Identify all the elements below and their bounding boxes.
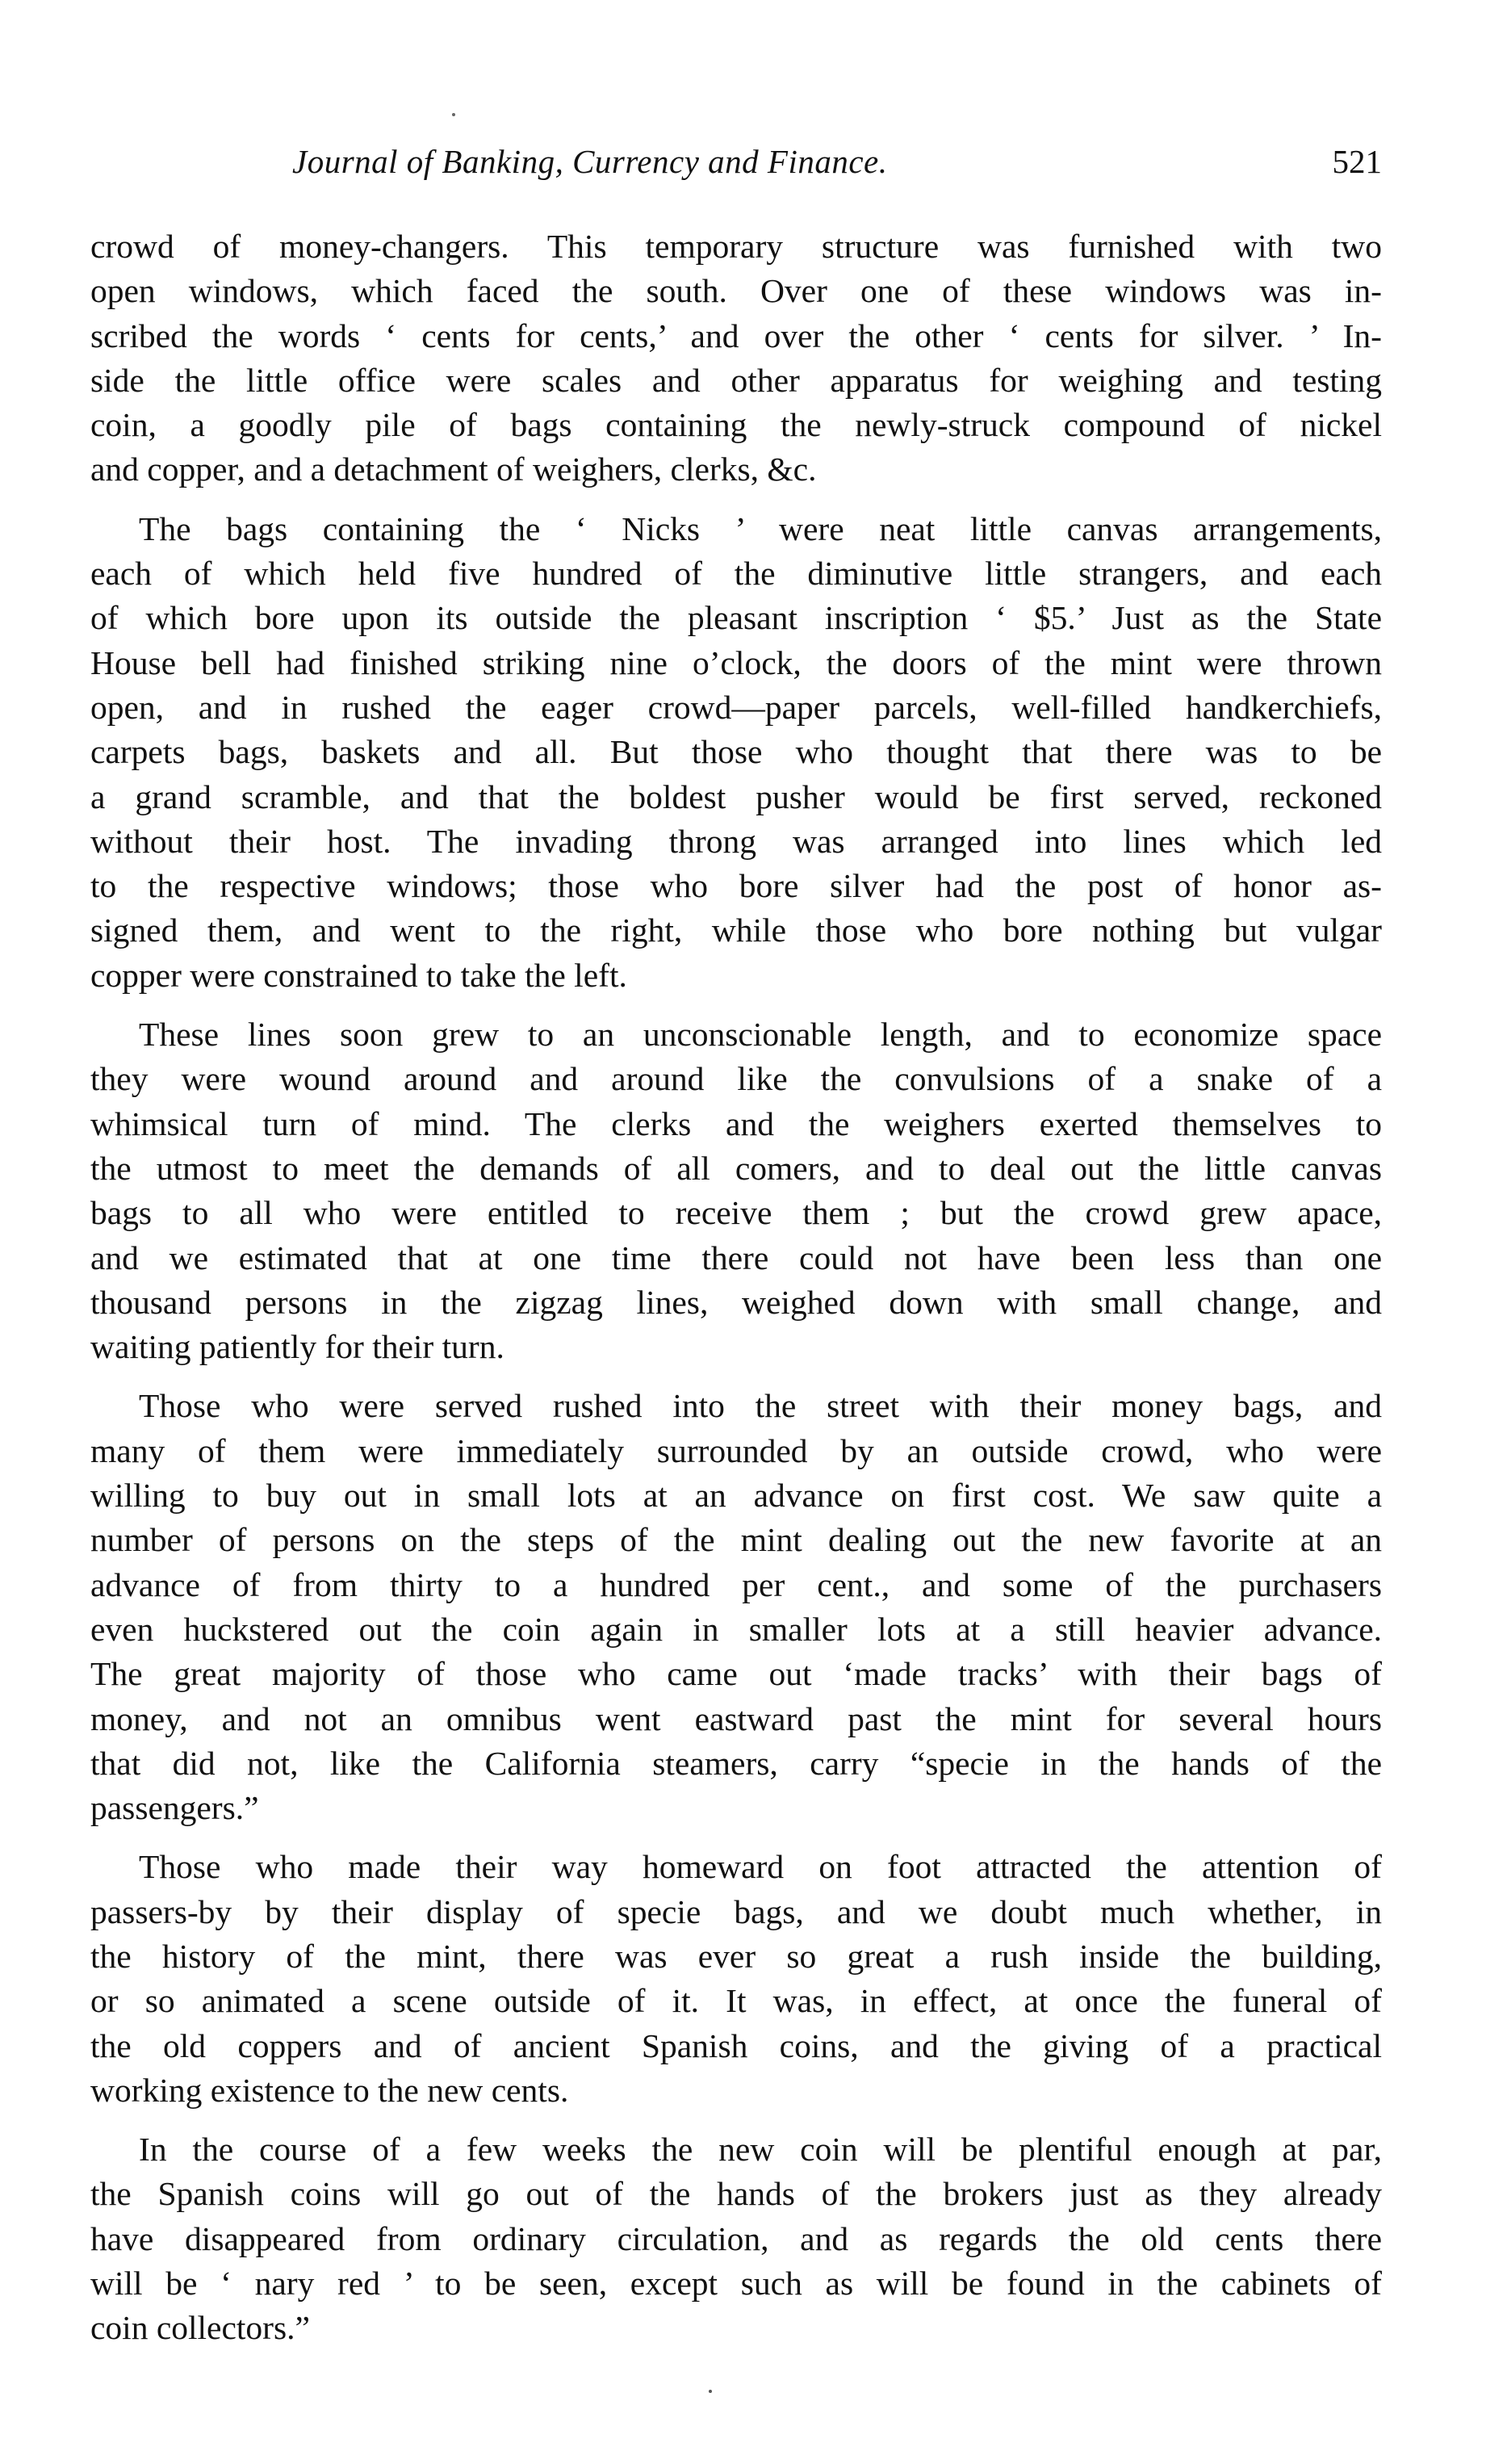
text-line: the old coppers and of ancient Spanish coins, and the giving of a practical [90,2026,1382,2064]
text-line: willing to buy out in small lots at an advance on first cost. We saw quite a [90,1477,1382,1515]
text-line: coin collectors.” [90,2309,310,2347]
text-line: thousand persons in the zigzag lines, weighed down with small change, and [90,1283,1382,1321]
text-line: many of them were immediately surrounded by an outside crowd, who were [90,1431,1382,1469]
text-line: of which bore upon its outside the pleasant inscription ‘ $5.’ Just as the State [90,599,1382,637]
text-line: These lines soon grew to an unconscionable length, and to economize space [139,1016,1382,1054]
text-line: crowd of money-changers. This temporary structure was furnished with two [90,228,1382,265]
text-line: copper were constrained to take the left. [90,956,627,994]
paragraph-5 [90,1845,1382,2113]
text-line: will be ‘ nary red ’ to be seen, except such as will be found in the cabinets of [90,2265,1382,2303]
text-line: they were wound around and around like the convulsions of a snake of a [90,1060,1382,1098]
text-line: open, and in rushed the eager crowd—paper parcels, well-filled handkerchiefs, [90,688,1382,726]
text-line: open windows, which faced the south. Over one of these windows was in- [90,272,1382,310]
text-line: even huckstered out the coin again in smaller lots at a still heavier advance. [90,1610,1382,1648]
running-title: Journal of Banking, Currency and Finance. [292,143,888,180]
text-line: Those who made their way homeward on foot attracted the attention of [139,1848,1382,1886]
paragraph-3 [90,1012,1382,1369]
text-line: the history of the mint, there was ever so great a rush inside the building, [90,1937,1382,1975]
text-line: whimsical turn of mind. The clerks and the weighers exerted themselves to [90,1104,1382,1142]
paragraph-6 [90,2127,1382,2350]
text-line: without their host. The invading throng was arranged into lines which led [90,822,1382,860]
paragraph-2 [90,507,1382,998]
text-line: have disappeared from ordinary circulation, and as regards the old cents there [90,2219,1382,2257]
text-line: the Spanish coins will go out of the hands of the brokers just as they already [90,2175,1382,2213]
text-line: Those who were served rushed into the street with their money bags, and [139,1387,1382,1425]
text-line: a grand scramble, and that the boldest pusher would be first served, reckoned [90,777,1382,815]
text-line: signed them, and went to the right, while those who bore nothing but vulgar [90,911,1382,949]
text-line: or so animated a scene outside of it. It was, in effect, at once the funeral of [90,1982,1382,2020]
text-line: bags to all who were entitled to receive them ; but the crowd grew apace, [90,1194,1382,1232]
text-line: The bags containing the ‘ Nicks ’ were neat little canvas arrangements, [139,509,1382,547]
text-line: that did not, like the California steamers, carry “specie in the hands of the [90,1744,1382,1782]
text-line: waiting patiently for their turn. [90,1328,504,1366]
text-line: number of persons on the steps of the mint dealing out the new favorite at an [90,1521,1382,1559]
text-line: passengers.” [90,1789,259,1827]
text-line: passers-by by their display of specie bags, and we doubt much whether, in [90,1892,1382,1930]
body-text [90,224,1382,2351]
paragraph-4 [90,1384,1382,1830]
text-line: House bell had finished striking nine o’clock, the doors of the mint were thrown [90,643,1382,681]
text-line: In the course of a few weeks the new coin will be plentiful enough at par, [139,2131,1382,2169]
text-line: scribed the words ‘ cents for cents,’ and over the other ‘ cents for silver. ’ In- [90,316,1382,354]
text-line: The great majority of those who came out ‘made tracks’ with their bags of [90,1655,1382,1693]
running-head [90,137,1382,186]
text-line: carpets bags, baskets and all. But those who thought that there was to be [90,733,1382,771]
text-line: advance of from thirty to a hundred per cent., and some of the purchasers [90,1565,1382,1603]
ink-speck [452,113,455,116]
text-line: side the little office were scales and other apparatus for weighing and testing [90,361,1382,399]
text-line: and copper, and a detachment of weighers, clerks, &c. [90,450,817,488]
ink-speck [709,2390,712,2393]
paragraph-1 [90,224,1382,492]
text-line: working existence to the new cents. [90,2071,569,2109]
page-number: 521 [1332,143,1382,180]
text-line: to the respective windows; those who bore silver had the post of honor as- [90,867,1382,905]
text-line: each of which held five hundred of the diminutive little strangers, and each [90,555,1382,593]
text-line: the utmost to meet the demands of all comers, and to deal out the little canvas [90,1149,1382,1187]
text-line: money, and not an omnibus went eastward past the mint for several hours [90,1699,1382,1737]
text-line: coin, a goodly pile of bags containing the newly-struck compound of nickel [90,406,1382,444]
text-line: and we estimated that at one time there could not have been less than one [90,1238,1382,1276]
